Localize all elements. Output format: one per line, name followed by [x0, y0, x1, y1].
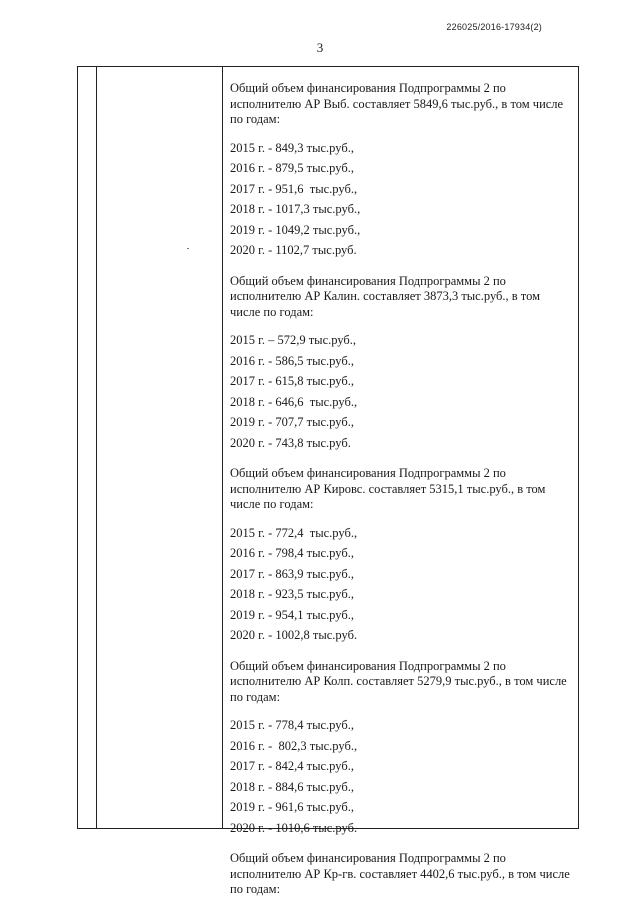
year-amount-line: 2020 г. - 743,8 тыс.руб. [230, 435, 351, 450]
year-amount-line: 2018 г. - 1017,3 тыс.руб., [230, 202, 361, 216]
page-number: 3 [316, 40, 324, 55]
year-amount-line: 2020 г. - 1102,7 тыс.руб. [230, 243, 357, 257]
year-amount-line: 2015 г. - 849,3 тыс.руб., [230, 140, 354, 155]
column-divider-2 [222, 67, 223, 828]
year-amount-line: 2015 г. – 572,9 тыс.руб., [230, 333, 357, 347]
year-amount-line: 2017 г. - 842,4 тыс.руб., [230, 759, 354, 773]
column-divider-1 [96, 67, 97, 828]
year-amount-line: 2019 г. - 954,1 тыс.руб., [230, 607, 354, 622]
financing-block-title: Общий объем финансирования Подпрограммы 2 по исполнителю АР Колп. составляет 5279,9 тыс.руб., в том числе по годам: [230, 658, 567, 704]
year-amount-line: 2019 г. - 707,7 тыс.руб., [230, 415, 354, 429]
table-frame [77, 66, 579, 896]
financing-block [230, 466, 570, 646]
year-amount-line: 2017 г. - 615,8 тыс.руб., [230, 374, 354, 388]
year-amount-line: 2018 г. - 646,6 тыс.руб., [230, 394, 358, 409]
year-amount-line: 2019 г. - 1049,2 тыс.руб., [230, 222, 361, 237]
financing-block-title: Общий объем финансирования Подпрограммы 2 по исполнителю АР Калин. составляет 3873,3 тыс.руб., в том числе по годам: [230, 273, 541, 319]
financing-block-title: Общий объем финансирования Подпрограммы 2 по исполнителю АР Кировс. составляет 5315,1 тыс.руб., в том числе по годам: [230, 466, 546, 511]
financing-block-title: Общий объем финансирования Подпрограммы 2 по исполнителю АР Выб. составляет 5849,6 тыс.руб., в том числе по годам: [230, 81, 564, 126]
document-id: 226025/2016-17934(2) [446, 22, 542, 32]
year-amount-line: 2015 г. - 772,4 тыс.руб., [230, 525, 358, 540]
year-amount-line: 2019 г. - 961,6 тыс.руб., [230, 800, 354, 814]
scan-speck [187, 248, 189, 249]
year-amount-line: 2017 г. - 951,6 тыс.руб., [230, 181, 358, 196]
financing-block-title: Общий объем финансирования Подпрограммы 2 по исполнителю АР Кр-гв. составляет 4402,6 тыс.руб., в том числе по годам: [230, 851, 570, 896]
financing-block [230, 274, 570, 454]
financing-block [230, 81, 570, 261]
year-amount-line: 2020 г. - 1010,6 тыс.руб. [230, 820, 358, 835]
year-amount-line: 2020 г. - 1002,8 тыс.руб. [230, 628, 358, 642]
year-amount-line: 2016 г. - 586,5 тыс.руб., [230, 353, 354, 368]
year-amount-line: 2015 г. - 778,4 тыс.руб., [230, 718, 354, 732]
table-content-cell [230, 81, 570, 911]
year-amount-line: 2016 г. - 879,5 тыс.руб., [230, 161, 354, 175]
year-amount-line: 2018 г. - 923,5 тыс.руб., [230, 587, 354, 601]
year-amount-line: 2016 г. - 802,3 тыс.руб., [230, 738, 358, 753]
financing-block [230, 851, 570, 898]
year-amount-line: 2018 г. - 884,6 тыс.руб., [230, 779, 354, 794]
year-amount-line: 2017 г. - 863,9 тыс.руб., [230, 566, 354, 581]
financing-block [230, 659, 570, 839]
year-amount-line: 2016 г. - 798,4 тыс.руб., [230, 546, 354, 560]
